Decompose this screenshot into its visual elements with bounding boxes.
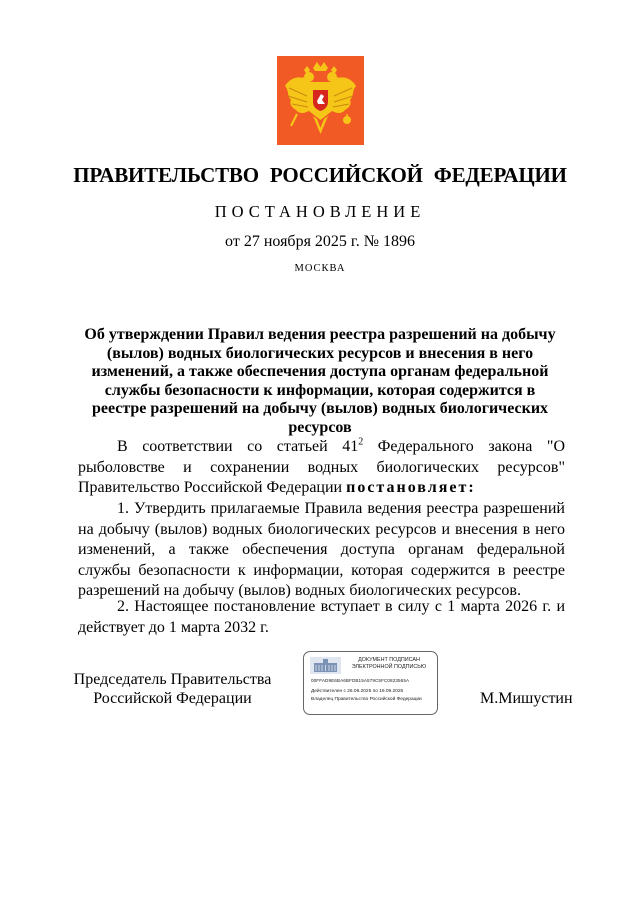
signatory-name: М.Мишустин	[480, 690, 573, 707]
preamble-text-start: В соответствии со статьей 41	[117, 438, 359, 455]
stamp-heading-line-1: ДОКУМЕНТ ПОДПИСАН	[358, 657, 420, 663]
stamp-heading-line-2: ЭЛЕКТРОННОЙ ПОДПИСЬЮ	[351, 664, 427, 670]
document-city: МОСКВА	[294, 263, 346, 274]
document-type: ПОСТАНОВЛЕНИЕ	[214, 202, 426, 221]
certificate-number: 00FFAD9E6BA6BFDB15A579C5FC0823565A	[311, 678, 410, 683]
clause-2-paragraph	[78, 597, 565, 638]
stamp-heading	[343, 657, 435, 671]
signatory-position	[70, 671, 275, 708]
clause-2-text: 2. Настоящее постановление вступает в силу с 1 марта 2026 г. и действует до 1 марта 2032 г.	[78, 598, 565, 636]
article-superscript: 2	[358, 436, 364, 448]
electronic-signature-stamp	[303, 651, 438, 715]
government-building-icon	[310, 657, 341, 674]
preamble-paragraph	[78, 437, 565, 499]
coat-of-arms-emblem	[277, 56, 364, 145]
clause-1-paragraph	[78, 499, 565, 602]
signatory-position-line-1: Председатель Правительства	[73, 671, 272, 688]
certificate-validity: Действителен с 26.06.2025 по 19.09.2026	[311, 689, 404, 694]
clause-1-text: 1. Утвердить прилагаемые Правила ведения реестра разрешений на добычу (вылов) водных биологических ресурсов и внесения в него изменений, а также обеспечения доступа органам федеральной службы безопасности к информации, которая содержится в реестре разрешений на добычу (вылов) водных биологических ресурсов.	[78, 500, 565, 599]
preamble-text-end: Федерального закона "О рыболовстве и сохранении водных биологических ресурсов" Правительство Российской Федерации	[78, 438, 566, 496]
decree-word: постановляет:	[346, 479, 476, 496]
signatory-position-line-2: Российской Федерации	[93, 689, 252, 707]
government-title: ПРАВИТЕЛЬСТВО РОССИЙСКОЙ ФЕДЕРАЦИИ	[73, 163, 567, 187]
document-title: Об утверждении Правил ведения реестра разрешений на добычу (вылов) водных биологических ресурсов и внесения в него изменений, а также обеспечения доступа органам федеральной службы безопасности к информации, которая содержится в реестре разрешений на добычу (вылов) водных биологических ресурсов	[84, 326, 556, 436]
certificate-owner: Владелец Правительство Российской Федерации	[311, 697, 422, 702]
document-date-number: от 27 ноября 2025 г. № 1896	[225, 233, 415, 250]
